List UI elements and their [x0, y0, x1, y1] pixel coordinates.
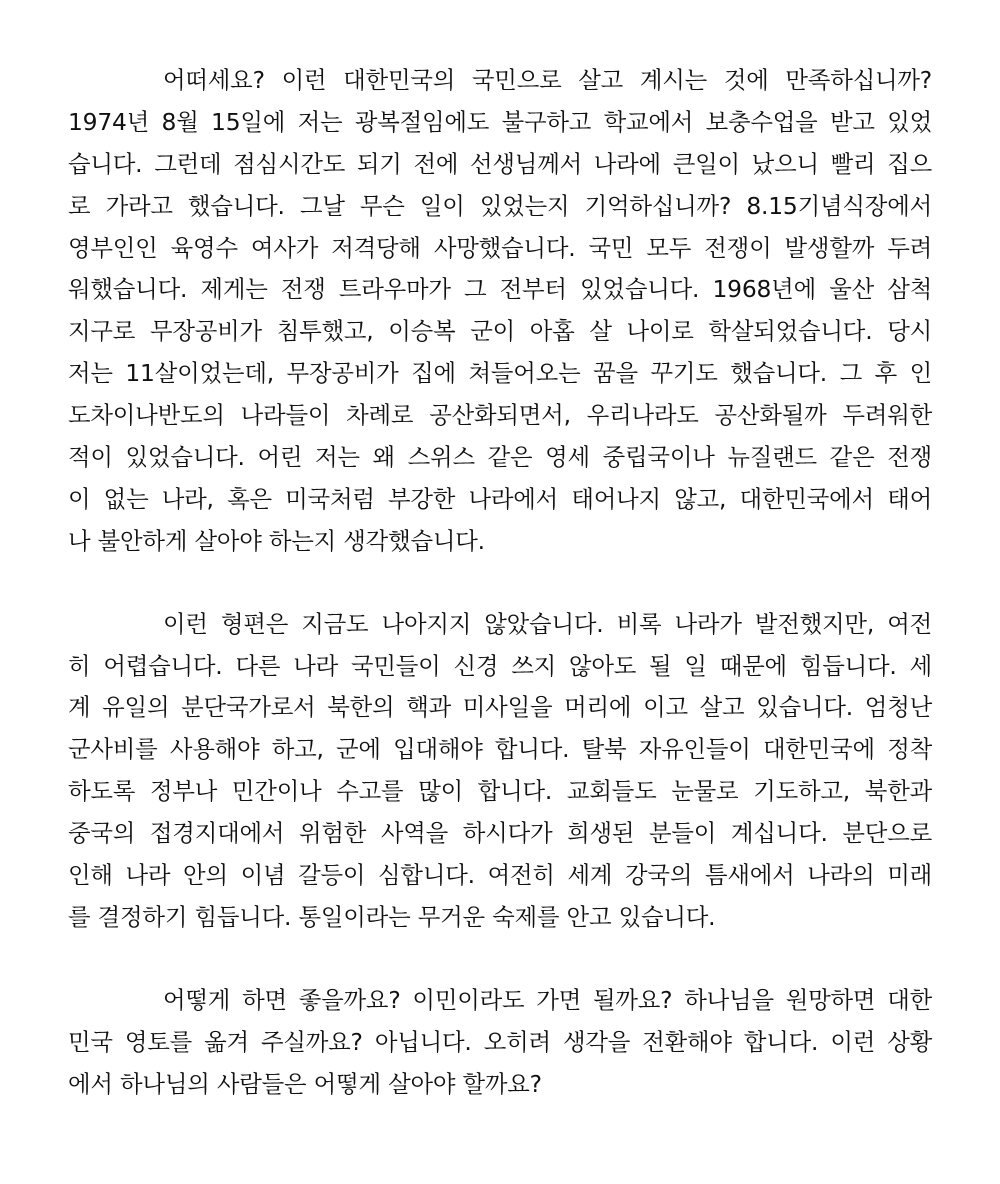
text-line: 워했습니다. 제게는 전쟁 트라우마가 그 전부터 있었습니다. 1968년에 울산 삼척 — [68, 275, 932, 304]
text-line: 어떠세요? 이런 대한민국의 국민으로 살고 계시는 것에 만족하십니까? — [163, 66, 932, 94]
paragraph-2 — [68, 604, 932, 939]
text-line: 지구로 무장공비가 침투했고, 이승복 군이 아홉 살 나이로 학살되었습니다. 당시 — [68, 317, 932, 346]
paragraph-3 — [68, 980, 932, 1106]
text-line: 이 없는 나라, 혹은 미국처럼 부강한 나라에서 태어나지 않고, 대한민국에서 태어 — [68, 484, 932, 513]
document-body — [68, 60, 932, 1146]
text-line: 도차이나반도의 나라들이 차례로 공산화되면서, 우리나라도 공산화될까 두려워한 — [68, 401, 932, 430]
text-line: 습니다. 그런데 점심시간도 되기 전에 선생님께서 나라에 큰일이 났으니 빨리 집으 — [68, 149, 932, 178]
text-line: 히 어렵습니다. 다른 나라 국민들이 신경 쓰지 않아도 될 일 때문에 힘듭니다. 세 — [68, 651, 932, 680]
text-line: 이런 형편은 지금도 나아지지 않았습니다. 비록 나라가 발전했지만, 여전 — [163, 609, 932, 638]
text-line: 어떻게 하면 좋을까요? 이민이라도 가면 될까요? 하나님을 원망하면 대한 — [163, 985, 932, 1014]
text-line: 나 불안하게 살아야 하는지 생각했습니다. — [68, 526, 485, 555]
text-line: 하도록 정부나 민간이나 수고를 많이 합니다. 교회들도 눈물로 기도하고, 북한과 — [68, 777, 932, 806]
text-line: 를 결정하기 힘듭니다. 통일이라는 무거운 숙제를 안고 있습니다. — [68, 902, 716, 931]
text-line: 군사비를 사용해야 하고, 군에 입대해야 합니다. 탈북 자유인들이 대한민국에 정착 — [68, 735, 932, 764]
text-line: 저는 11살이었는데, 무장공비가 집에 쳐들어오는 꿈을 꾸기도 했습니다. 그 후 인 — [68, 359, 932, 388]
text-line: 민국 영토를 옮겨 주실까요? 아닙니다. 오히려 생각을 전환해야 합니다. 이런 상황 — [68, 1027, 932, 1056]
paragraph-1 — [68, 60, 932, 563]
text-line: 에서 하나님의 사람들은 어떻게 살아야 할까요? — [68, 1069, 542, 1098]
text-line: 영부인인 육영수 여사가 저격당해 사망했습니다. 국민 모두 전쟁이 발생할까 두려 — [68, 233, 932, 262]
text-line: 인해 나라 안의 이념 갈등이 심합니다. 여전히 세계 강국의 틈새에서 나라의 미래 — [68, 861, 932, 890]
text-line: 로 가라고 했습니다. 그날 무슨 일이 있었는지 기억하십니까? 8.15기념식장에서 — [68, 191, 932, 220]
text-line: 적이 있었습니다. 어린 저는 왜 스위스 같은 영세 중립국이나 뉴질랜드 같은 전쟁 — [68, 443, 932, 472]
text-line: 계 유일의 분단국가로서 북한의 핵과 미사일을 머리에 이고 살고 있습니다. 엄청난 — [68, 693, 932, 722]
text-line: 중국의 접경지대에서 위험한 사역을 하시다가 희생된 분들이 계십니다. 분단으로 — [68, 819, 932, 848]
text-line: 1974년 8월 15일에 저는 광복절임에도 불구하고 학교에서 보충수업을 받고 있었 — [68, 107, 932, 136]
